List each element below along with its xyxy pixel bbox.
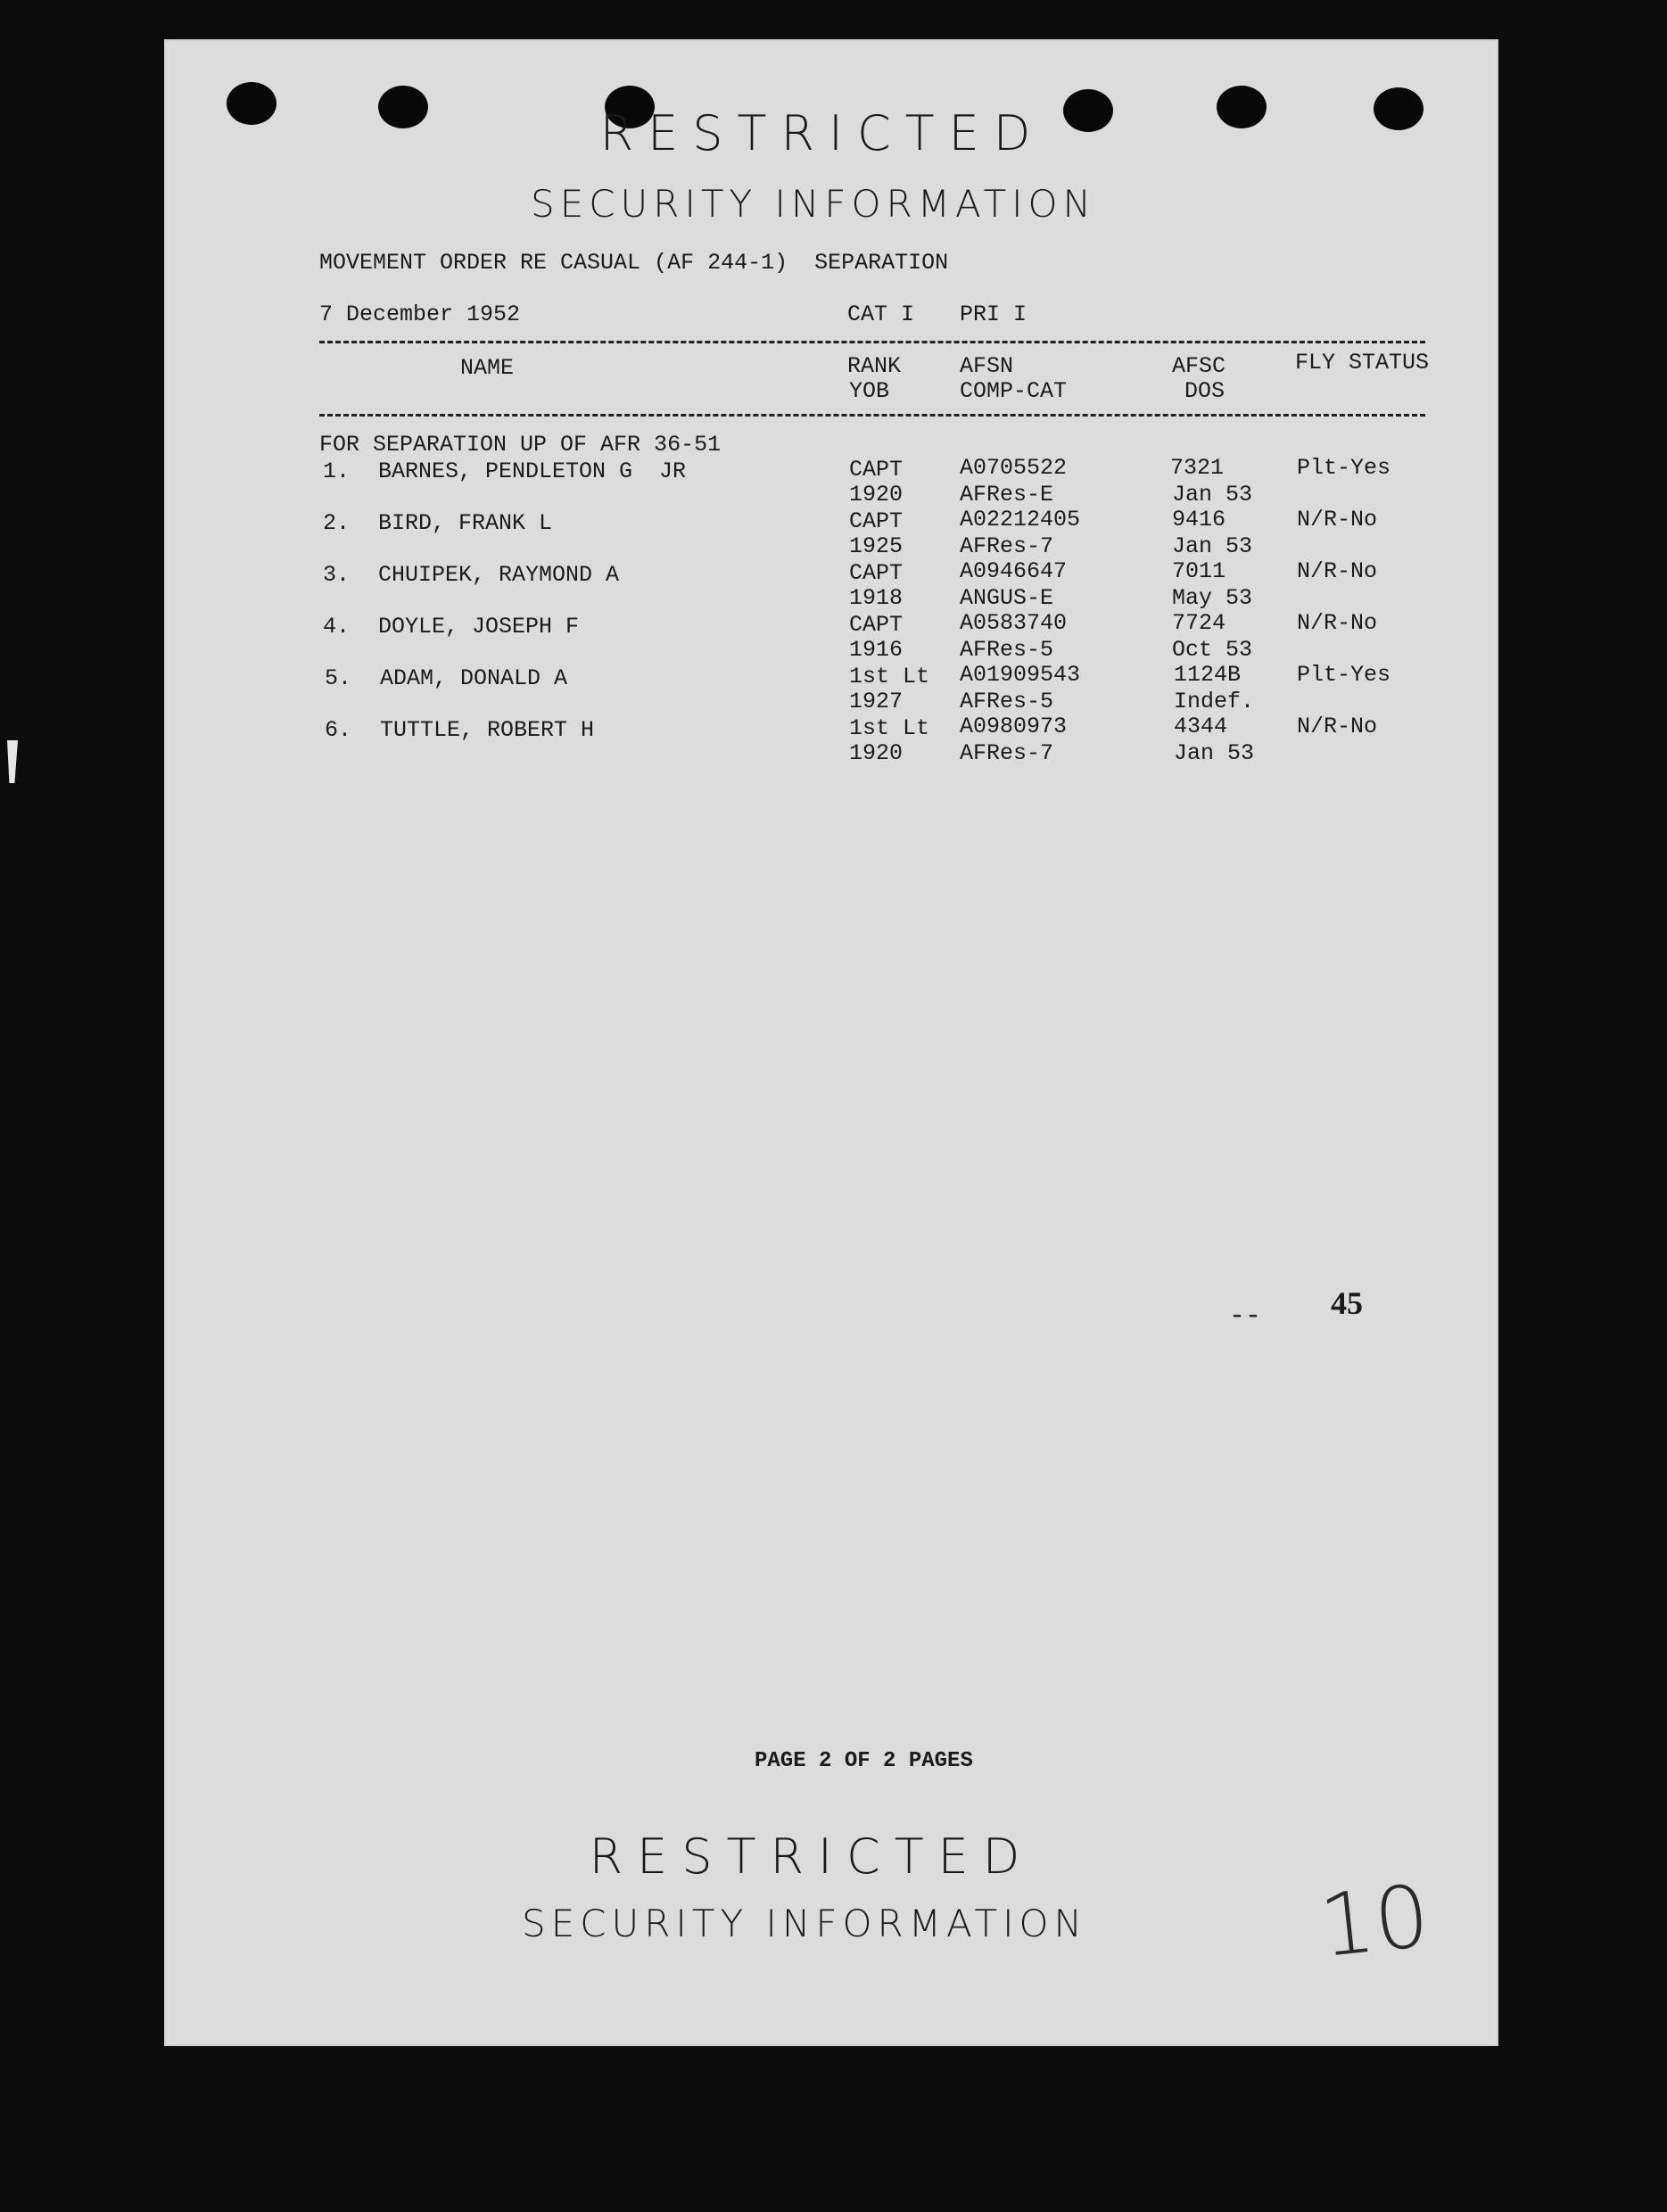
row-afsc: 9416 [1172, 507, 1226, 532]
row-name: TUTTLE, ROBERT H [380, 717, 595, 743]
scan-mark [7, 740, 18, 783]
row-comp-cat: AFRes-7 [960, 740, 1054, 766]
security-information-stamp-bottom: SECURITY INFORMATION [522, 1902, 1087, 1945]
row-number: 2. [323, 510, 351, 536]
section-title: FOR SEPARATION UP OF AFR 36-51 [319, 432, 722, 458]
restricted-stamp-bottom: RESTRICTED [589, 1828, 1035, 1885]
row-fly-status: Plt-Yes [1297, 662, 1391, 688]
restricted-stamp-top: RESTRICTED [599, 105, 1045, 161]
row-number: 4. [323, 614, 351, 640]
row-dos: Oct 53 [1172, 637, 1253, 663]
row-comp-cat: ANGUS-E [960, 585, 1054, 611]
row-afsn: A01909543 [960, 662, 1081, 688]
document-date: 7 December 1952 [319, 301, 521, 327]
row-afsc: 4344 [1174, 714, 1228, 739]
row-afsn: A0583740 [960, 610, 1068, 636]
row-rank: 1st Lt [849, 664, 930, 689]
row-rank: CAPT [849, 457, 904, 483]
column-header-afsn: AFSN [960, 353, 1014, 379]
row-fly-status: N/R-No [1297, 610, 1378, 636]
category: CAT I [847, 301, 915, 327]
row-number: 3. [323, 562, 351, 588]
divider-line [319, 414, 1425, 417]
row-fly-status: Plt-Yes [1297, 455, 1391, 481]
row-dos: Jan 53 [1174, 740, 1255, 766]
row-comp-cat: AFRes-E [960, 482, 1054, 508]
row-yob: 1920 [849, 482, 904, 508]
row-yob: 1927 [849, 689, 904, 714]
row-comp-cat: AFRes-5 [960, 689, 1054, 714]
row-rank: CAPT [849, 560, 904, 586]
column-header-comp-cat: COMP-CAT [960, 378, 1068, 404]
row-dos: Jan 53 [1172, 533, 1253, 559]
handwritten-number: 10 [1315, 1865, 1434, 1977]
row-fly-status: N/R-No [1297, 507, 1378, 532]
row-comp-cat: AFRes-5 [960, 637, 1054, 663]
row-dos: Jan 53 [1172, 482, 1253, 508]
row-afsc: 1124B [1174, 662, 1242, 688]
row-rank: 1st Lt [849, 715, 930, 741]
row-name: CHUIPEK, RAYMOND A [378, 562, 620, 588]
row-yob: 1918 [849, 585, 904, 611]
row-dos: May 53 [1172, 585, 1253, 611]
row-name: BARNES, PENDLETON G JR [378, 458, 687, 484]
row-afsn: A0980973 [960, 714, 1068, 739]
row-afsn: A0946647 [960, 558, 1068, 584]
page-count: PAGE 2 OF 2 PAGES [755, 1749, 973, 1773]
page-marker-dashes: -- [1229, 1301, 1262, 1332]
column-header-yob: YOB [849, 378, 890, 404]
row-afsn: A0705522 [960, 455, 1068, 481]
divider-line [319, 341, 1425, 343]
row-afsc: 7011 [1172, 558, 1226, 584]
column-header-afsc: AFSC [1172, 353, 1226, 379]
row-rank: CAPT [849, 612, 904, 638]
row-afsc: 7724 [1172, 610, 1226, 636]
row-afsn: A02212405 [960, 507, 1081, 532]
row-name: ADAM, DONALD A [380, 665, 568, 691]
row-afsc: 7321 [1170, 455, 1225, 481]
column-header-rank: RANK [847, 353, 902, 379]
row-number: 6. [325, 717, 352, 743]
column-header-name: NAME [460, 355, 515, 381]
row-comp-cat: AFRes-7 [960, 533, 1054, 559]
document-title: MOVEMENT ORDER RE CASUAL (AF 244-1) SEPARATION [319, 250, 949, 276]
row-number: 1. [323, 458, 351, 484]
priority: PRI I [960, 301, 1027, 327]
row-fly-status: N/R-No [1297, 714, 1378, 739]
column-header-dos: DOS [1184, 378, 1225, 404]
row-name: DOYLE, JOSEPH F [378, 614, 580, 640]
document-page [164, 39, 1498, 2046]
row-yob: 1925 [849, 533, 904, 559]
security-information-stamp-top: SECURITY INFORMATION [531, 182, 1096, 226]
row-dos: Indef. [1174, 689, 1255, 714]
row-yob: 1916 [849, 637, 904, 663]
row-rank: CAPT [849, 508, 904, 534]
column-header-fly-status: FLY STATUS [1295, 350, 1430, 376]
row-yob: 1920 [849, 740, 904, 766]
page-marker-number: 45 [1331, 1285, 1363, 1321]
row-fly-status: N/R-No [1297, 558, 1378, 584]
row-number: 5. [325, 665, 352, 691]
row-name: BIRD, FRANK L [378, 510, 553, 536]
